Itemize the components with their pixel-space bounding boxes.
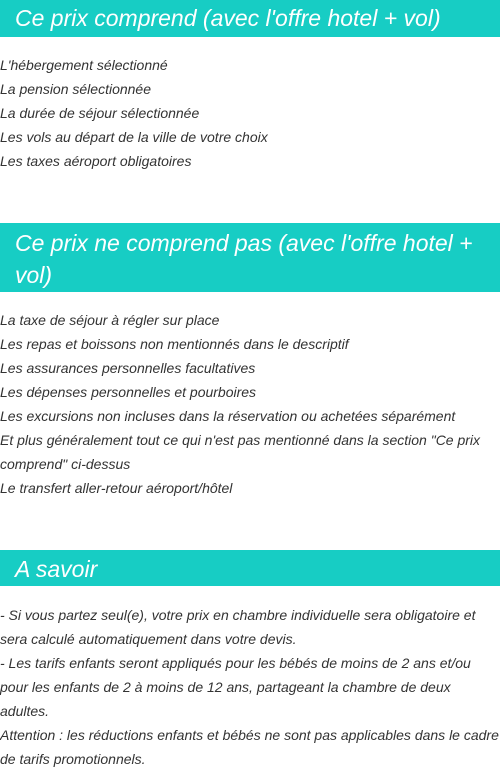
info-paragraph: - Les tarifs enfants seront appliqués pour les bébés de moins de 2 ans et/ou pour les enfants de 2 à moins de 12 ans, partageant la chambre de deux adultes.: [0, 655, 471, 719]
list-item: Les dépenses personnelles et pourboires: [0, 384, 257, 400]
included-section: [0, 0, 500, 173]
list-item: La durée de séjour sélectionnée: [0, 105, 200, 121]
excluded-title: Ce prix ne comprend pas (avec l'offre hotel + vol): [0, 223, 500, 292]
list-item: Les vols au départ de la ville de votre choix: [0, 129, 268, 145]
list-item: Et plus généralement tout ce qui n'est pas mentionné dans la section "Ce prix comprend" ci-dessus: [0, 432, 481, 472]
excluded-section: [0, 223, 500, 500]
info-section: [0, 550, 500, 771]
list-item: La taxe de séjour à régler sur place: [0, 312, 220, 328]
included-list: [0, 53, 500, 173]
list-item: Le transfert aller-retour aéroport/hôtel: [0, 480, 233, 496]
list-item: Les repas et boissons non mentionnés dans le descriptif: [0, 336, 349, 352]
list-item: Les taxes aéroport obligatoires: [0, 153, 192, 169]
info-title: A savoir: [0, 550, 500, 586]
included-title: Ce prix comprend (avec l'offre hotel + vol): [0, 0, 500, 37]
list-item: Les excursions non incluses dans la réservation ou achetées séparément: [0, 408, 456, 424]
list-item: La pension sélectionnée: [0, 81, 152, 97]
info-paragraph: Attention : les réductions enfants et bébés ne sont pas applicables dans le cadre de tarifs promotionnels.: [0, 727, 499, 767]
info-paragraph: - Si vous partez seul(e), votre prix en chambre individuelle sera obligatoire et sera calculé automatiquement dans votre devis.: [0, 607, 476, 647]
excluded-list: [0, 308, 500, 500]
list-item: L'hébergement sélectionné: [0, 57, 168, 73]
info-list: [0, 603, 500, 771]
list-item: Les assurances personnelles facultatives: [0, 360, 256, 376]
